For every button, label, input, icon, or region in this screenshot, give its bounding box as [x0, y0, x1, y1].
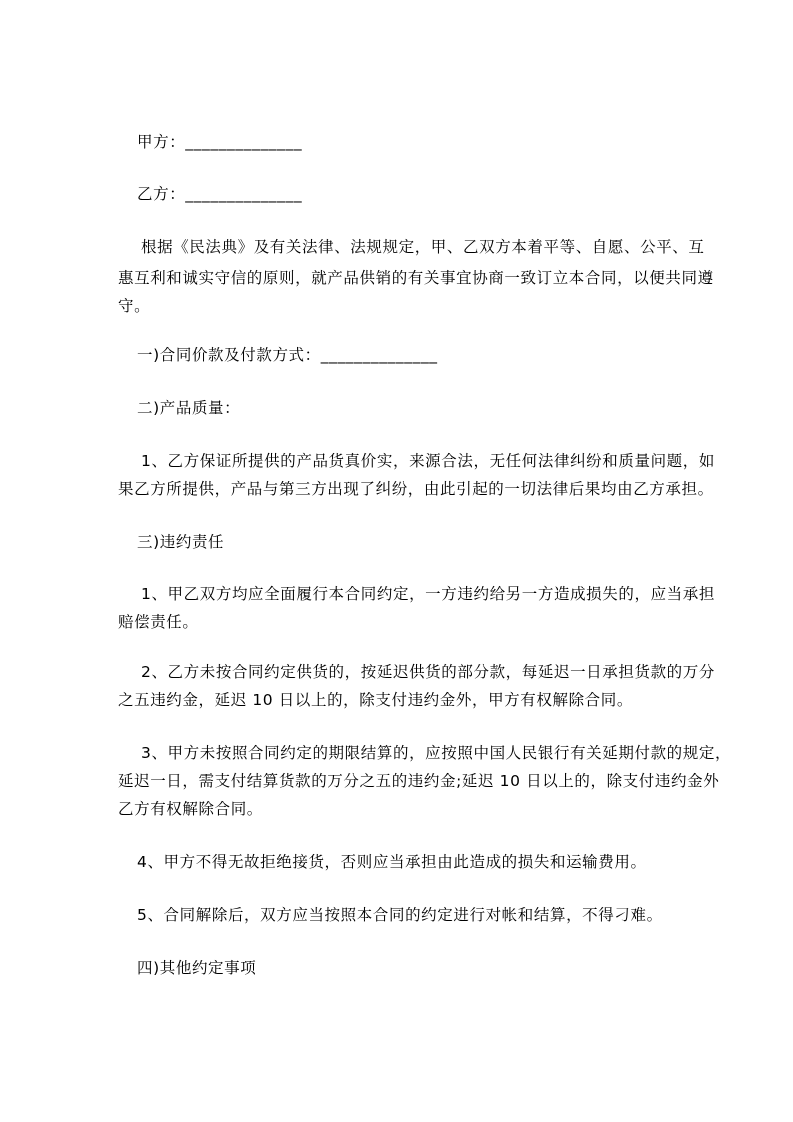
section-1-heading: 一)合同价款及付款方式：______________ [137, 346, 438, 364]
section-3-clause-5: 5、合同解除后，双方应当按照本合同的约定进行对帐和结算，不得刁难。 [137, 906, 663, 924]
section-2-clause-1-line-1: 1、乙方保证所提供的产品货真价实，来源合法，无任何法律纠纷和质量问题，如 [141, 452, 715, 470]
preamble-line-1: 根据《民法典》及有关法律、法规规定，甲、乙双方本着平等、自愿、公平、互 [141, 238, 705, 256]
party-a-line: 甲方：______________ [137, 133, 303, 151]
preamble-line-3: 守。 [118, 297, 151, 315]
section-4-heading: 四)其他约定事项 [137, 959, 257, 977]
preamble-line-2: 惠互利和诚实守信的原则，就产品供销的有关事宜协商一致订立本合同，以便共同遵 [118, 269, 714, 287]
section-2-clause-1-line-2: 果乙方所提供，产品与第三方出现了纠纷，由此引起的一切法律后果均由乙方承担。 [118, 480, 714, 498]
section-3-clause-4: 4、甲方不得无故拒绝接货，否则应当承担由此造成的损失和运输费用。 [137, 853, 647, 871]
section-3-clause-2-line-2: 之五违约金，延迟 10 日以上的，除支付违约金外，甲方有权解除合同。 [118, 691, 633, 709]
party-b-line: 乙方：______________ [137, 185, 303, 203]
section-3-clause-3-line-1: 3、甲方未按照合同约定的期限结算的，应按照中国人民银行有关延期付款的规定， [141, 744, 732, 762]
section-2-heading: 二)产品质量： [137, 399, 241, 417]
section-3-clause-1-line-1: 1、甲乙双方均应全面履行本合同约定，一方违约给另一方造成损失的，应当承担 [141, 585, 715, 603]
section-3-clause-2-line-1: 2、乙方未按合同约定供货的，按延迟供货的部分款，每延迟一日承担货款的万分 [141, 663, 715, 681]
section-3-clause-1-line-2: 赔偿责任。 [118, 613, 199, 631]
section-3-heading: 三)违约责任 [137, 533, 225, 551]
section-3-clause-3-line-3: 乙方有权解除合同。 [118, 800, 263, 818]
section-3-clause-3-line-2: 延迟一日，需支付结算货款的万分之五的违约金;延迟 10 日以上的，除支付违约金外 [118, 772, 720, 790]
